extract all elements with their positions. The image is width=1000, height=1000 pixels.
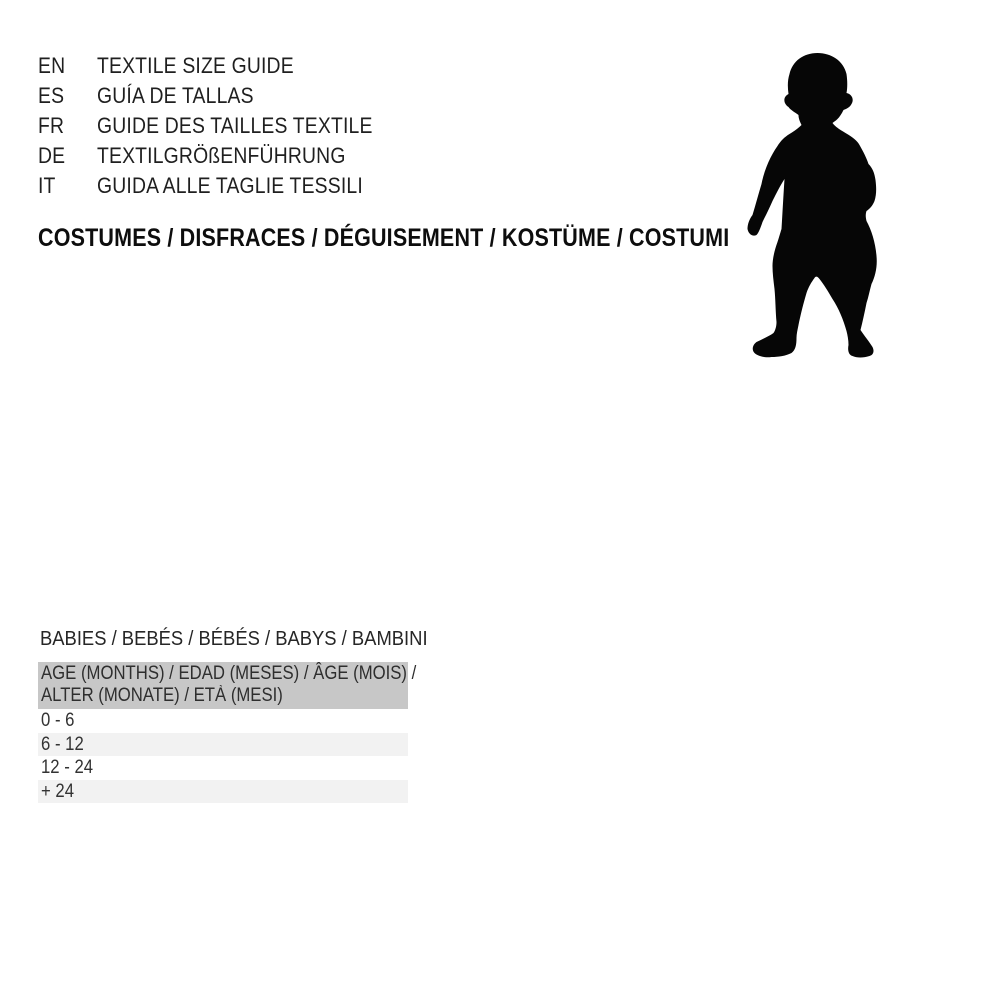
age-range-row — [38, 780, 408, 804]
category-title: COSTUMES / DISFRACES / DÉGUISEMENT / KOSTÜME / COSTUMI — [38, 224, 730, 252]
age-range-row — [38, 733, 408, 757]
language-guide-list — [38, 51, 410, 201]
language-code: DE — [38, 143, 66, 168]
age-table-header — [38, 662, 417, 709]
age-range-value: 6 - 12 — [41, 733, 84, 755]
babies-size-section — [38, 627, 428, 803]
baby-silhouette-path — [748, 53, 877, 358]
language-guide-row — [38, 111, 410, 141]
age-size-table — [38, 662, 417, 803]
guide-title-translation: TEXTILE SIZE GUIDE — [97, 53, 294, 78]
language-code: IT — [38, 173, 56, 198]
baby-silhouette-image — [744, 53, 881, 358]
language-guide-row — [38, 171, 410, 201]
age-header-line-1: AGE (MONTHS) / EDAD (MESES) / ÂGE (MOIS) / — [41, 663, 417, 684]
language-code: EN — [38, 53, 66, 78]
language-guide-row — [38, 81, 410, 111]
language-code: ES — [38, 83, 65, 108]
guide-title-translation: TEXTILGRÖßENFÜHRUNG — [97, 143, 346, 168]
age-range-row — [38, 709, 408, 733]
language-guide-row — [38, 51, 410, 81]
age-range-value: 0 - 6 — [41, 710, 75, 731]
age-table-rows — [38, 709, 408, 803]
language-guide-row — [38, 141, 410, 171]
guide-title-translation: GUIDE DES TAILLES TEXTILE — [97, 113, 373, 138]
age-header-line-2: ALTER (MONATE) / ETÀ (MESI) — [41, 685, 283, 706]
age-range-value: + 24 — [41, 780, 75, 802]
age-range-row — [38, 756, 408, 780]
babies-section-title: BABIES / BEBÉS / BÉBÉS / BABYS / BAMBINI — [40, 628, 428, 650]
guide-title-translation: GUIDA ALLE TAGLIE TESSILI — [97, 173, 363, 198]
language-code: FR — [38, 113, 65, 138]
age-range-value: 12 - 24 — [41, 757, 94, 778]
guide-title-translation: GUÍA DE TALLAS — [97, 83, 254, 108]
